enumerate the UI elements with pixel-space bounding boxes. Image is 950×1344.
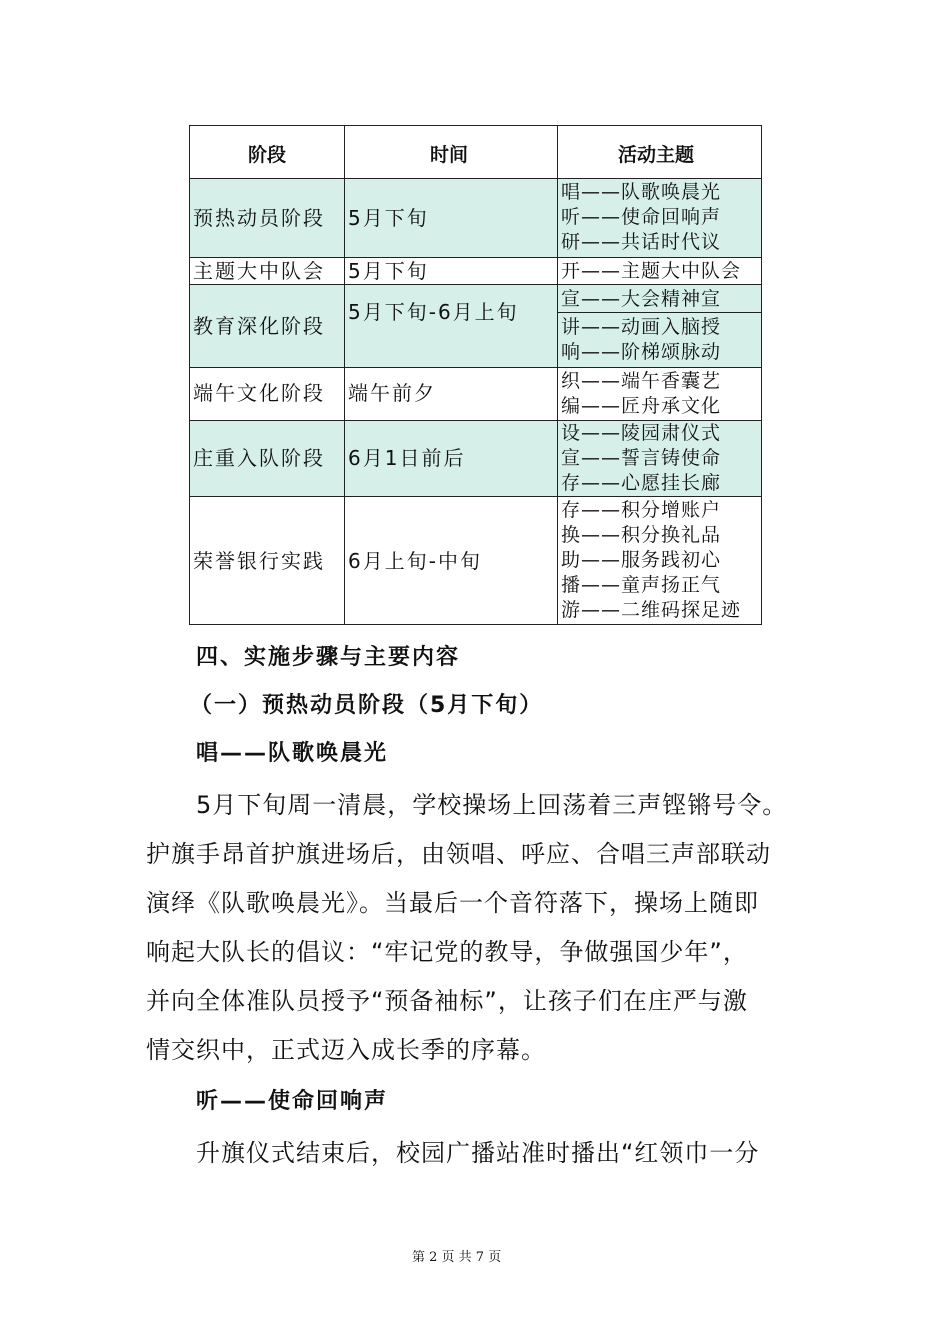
row-4-time: 端午前夕 <box>348 381 436 405</box>
page-footer: 第 2 页 共 7 页 <box>412 1250 502 1265</box>
item1-line-1: 5月下旬周一清晨，学校操场上回荡着三声铿锵号令。 <box>196 791 788 819</box>
row-6-stage: 荣誉银行实践 <box>193 549 325 573</box>
row-3-stage: 教育深化阶段 <box>193 314 325 338</box>
row-6-theme-5: 游——二维码探足迹 <box>561 599 742 621</box>
row-5-theme-2: 宣——誓言铸使命 <box>561 447 722 469</box>
subsection-title: （一）预热动员阶段（5月下旬） <box>190 693 544 718</box>
section-title: 四、实施步骤与主要内容 <box>196 645 461 670</box>
item1-line-5: 并向全体准队员授予“预备袖标”，让孩子们在庄严与激 <box>146 987 748 1015</box>
row-1-stage: 预热动员阶段 <box>193 206 325 230</box>
row-3-theme-2: 讲——动画入脑授 <box>561 316 722 338</box>
row-2-time: 5月下旬 <box>348 259 429 283</box>
header-theme: 活动主题 <box>618 144 695 166</box>
item1-line-3: 演绎《队歌唤晨光》。当最后一个音符落下，操场上随即 <box>146 889 759 917</box>
row-5-time: 6月1日前后 <box>348 446 466 470</box>
item1-line-6: 情交织中，正式迈入成长季的序幕。 <box>146 1036 546 1064</box>
row-2-theme-1: 开——主题大中队会 <box>561 260 742 282</box>
row-6-theme-2: 换——积分换礼品 <box>561 524 722 546</box>
row-4-theme-2: 编——匠舟承文化 <box>561 395 722 417</box>
row-3-theme-3: 响——阶梯颂脉动 <box>561 341 722 363</box>
item1-line-4: 响起大队长的倡议：“牢记党的教导，争做强国少年”， <box>146 938 748 966</box>
row-1-theme-1: 唱——队歌唤晨光 <box>561 181 722 203</box>
row-6-time: 6月上旬-中旬 <box>348 549 482 573</box>
row-3-theme-1: 宣——大会精神宣 <box>561 288 722 310</box>
row-6-theme-4: 播——童声扬正气 <box>561 574 722 596</box>
row-2-stage: 主题大中队会 <box>193 259 325 283</box>
header-stage: 阶段 <box>248 144 287 166</box>
row-6-theme-3: 助——服务践初心 <box>561 549 722 571</box>
item2-title: 听——使命回响声 <box>196 1089 389 1114</box>
item1-title: 唱——队歌唤晨光 <box>196 741 389 766</box>
row-4-stage: 端午文化阶段 <box>193 381 325 405</box>
header-time: 时间 <box>430 144 469 166</box>
row-6-theme-1: 存——积分增账户 <box>561 499 722 521</box>
row-3-time: 5月下旬-6月上旬 <box>348 300 519 324</box>
row-1-time: 5月下旬 <box>348 206 429 230</box>
activity-table <box>0 0 950 630</box>
row-4-theme-1: 织——端午香囊艺 <box>561 370 722 392</box>
row-1-theme-3: 研——共话时代议 <box>561 231 722 253</box>
row-5-stage: 庄重入队阶段 <box>193 446 325 470</box>
item2-line-1: 升旗仪式结束后，校园广播站准时播出“红领巾一分 <box>196 1139 760 1167</box>
row-5-theme-3: 存——心愿挂长廊 <box>561 472 722 494</box>
item1-line-2: 护旗手昂首护旗进场后，由领唱、呼应、合唱三声部联动 <box>146 840 771 868</box>
row-1-theme-2: 听——使命回响声 <box>561 206 722 228</box>
row-5-theme-1: 设——陵园肃仪式 <box>561 422 722 444</box>
